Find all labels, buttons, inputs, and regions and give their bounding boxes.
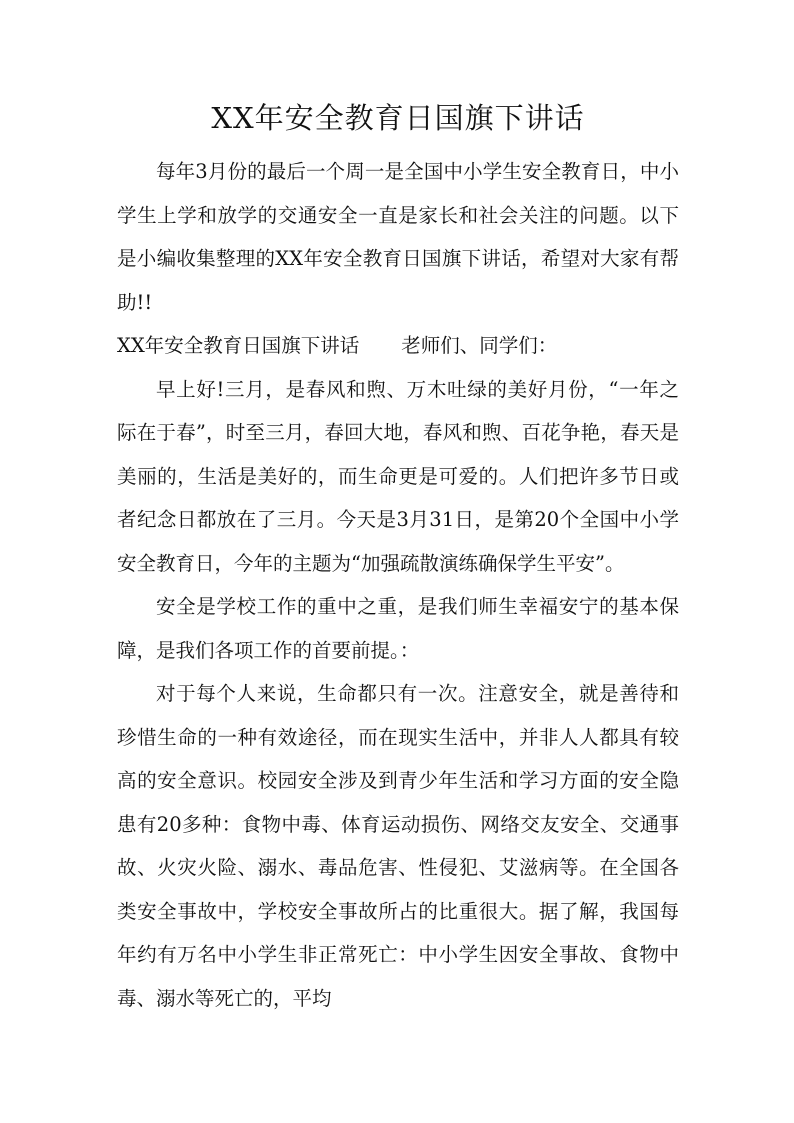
speech-subheading: XX年安全教育日国旗下讲话 [117, 334, 360, 357]
document-body [117, 150, 679, 1020]
intro-paragraph: 每年3月份的最后一个周一是全国中小学生安全教育日，中小学生上学和放学的交通安全一直是家长和社会关注的问题。以下是小编收集整理的XX年安全教育日国旗下讲话，希望对大家有帮助!! [117, 160, 679, 314]
greeting-paragraph: 早上好!三月，是春风和煦、万木吐绿的美好月份，“一年之际在于春”，时至三月，春回大地，春风和煦、百花争艳，春天是美丽的，生活是美好的，而生命更是可爱的。人们把许多节日或者纪念日都放在了三月。今天是3月31日，是第20个全国中小学安全教育日，今年的主题为“加强疏散演练确保学生平安”。 [117, 377, 679, 575]
document-title: XX年安全教育日国旗下讲话 [211, 101, 585, 135]
speech-heading-line [117, 324, 679, 368]
safety-awareness-paragraph: 对于每个人来说，生命都只有一次。注意安全，就是善待和珍惜生命的一种有效途径，而在现实生活中，并非人人都具有较高的安全意识。校园安全涉及到青少年生活和学习方面的安全隐患有20多种：食物中毒、体育运动损伤、网络交友安全、交通事故、火灾火险、溺水、毒品危害、性侵犯、艾滋病等。在全国各类安全事故中，学校安全事故所占的比重很大。据了解，我国每年约有万名中小学生非正常死亡：中小学生因安全事故、食物中毒、溺水等死亡的，平均 [117, 682, 679, 1010]
safety-priority-paragraph: 安全是学校工作的重中之重，是我们师生幸福安宁的基本保障，是我们各项工作的首要前提。： [117, 595, 679, 662]
speech-salutation: 老师们、同学们： [401, 334, 558, 357]
